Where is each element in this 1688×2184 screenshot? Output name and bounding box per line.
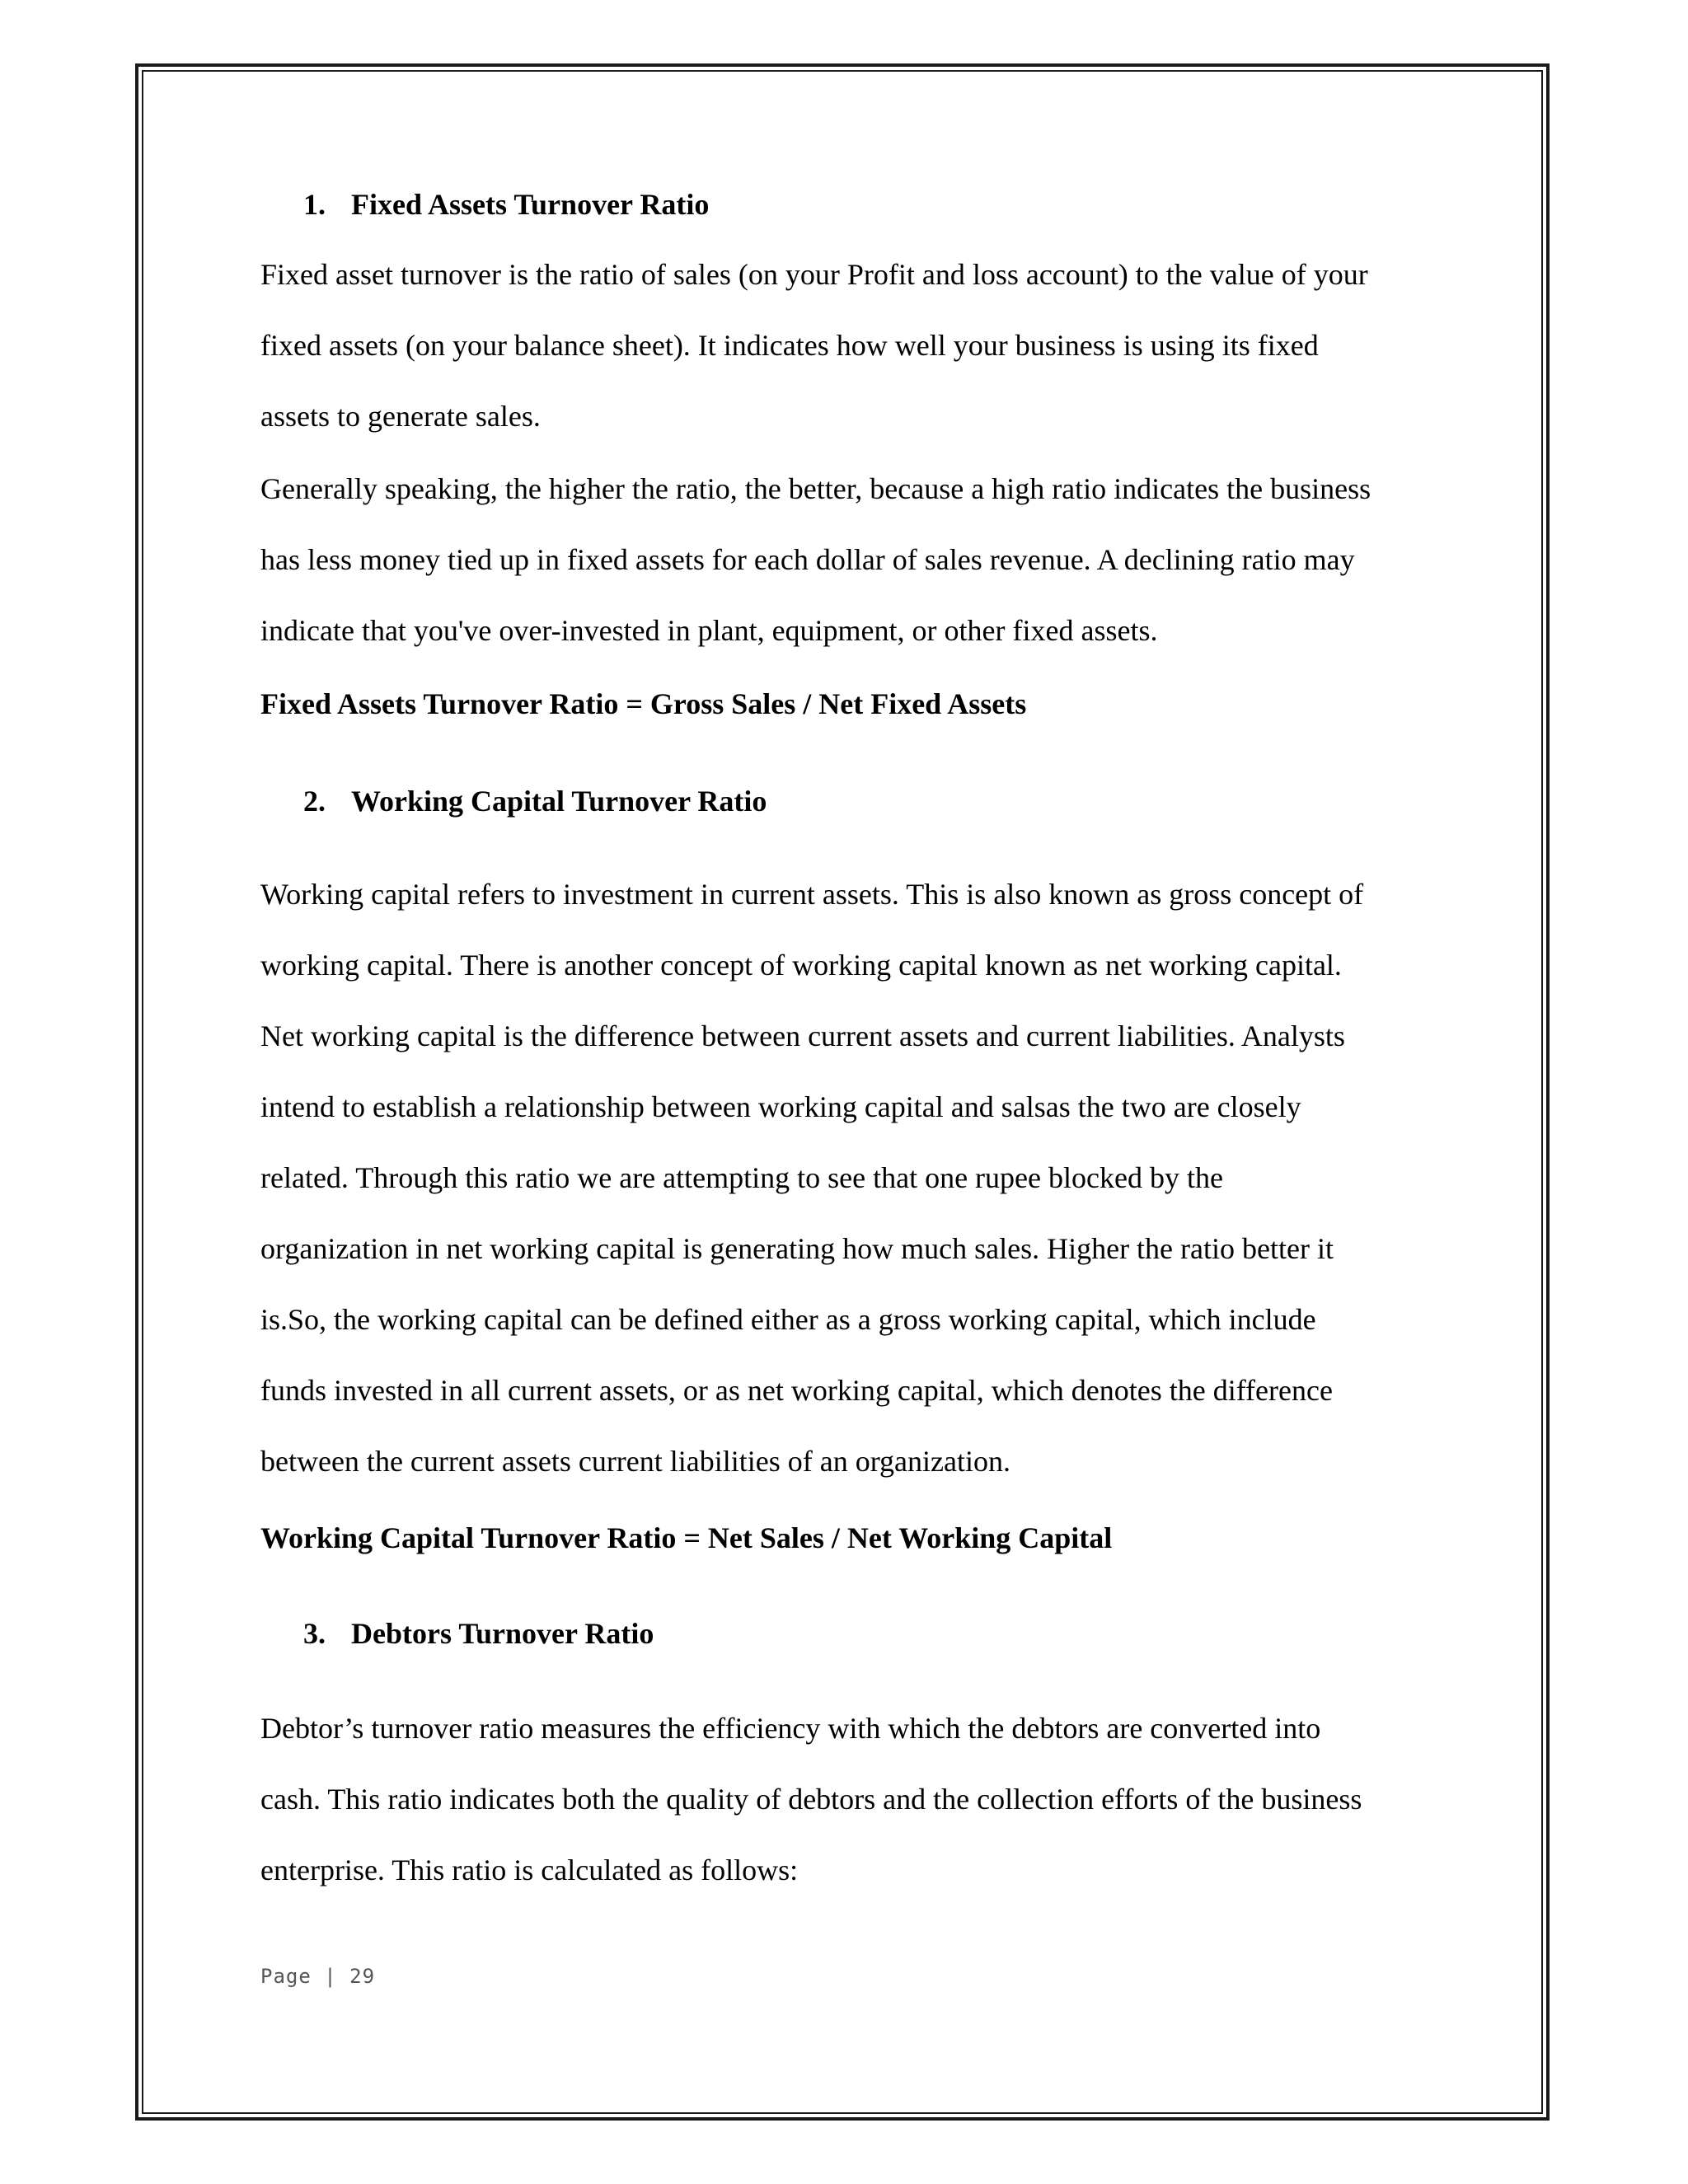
text-line: related. Through this ratio we are attempting to see that one rupee blocked by the — [260, 1161, 1223, 1194]
text-line: is.So, the working capital can be defined either as a gross working capital, which include — [260, 1303, 1316, 1336]
text-line: intend to establish a relationship between working capital and salsas the two are closely — [260, 1090, 1301, 1123]
text-line: Debtor’s turnover ratio measures the efficiency with which the debtors are converted into — [260, 1712, 1321, 1745]
section-1-paragraph-2 — [260, 453, 1371, 666]
text-line: assets to generate sales. — [260, 400, 541, 433]
section-1-title: Fixed Assets Turnover Ratio — [351, 188, 710, 221]
text-line: funds invested in all current assets, or as net working capital, which denotes the difference — [260, 1374, 1333, 1407]
page-number-footer: Page | 29 — [260, 1965, 376, 1988]
section-2-paragraph-1 — [260, 859, 1363, 1497]
text-line: between the current assets current liabilities of an organization. — [260, 1445, 1011, 1478]
section-2-number: 2. — [303, 785, 326, 818]
text-line: Net working capital is the difference between current assets and current liabilities. Analysts — [260, 1019, 1345, 1052]
section-3-title: Debtors Turnover Ratio — [351, 1617, 654, 1650]
text-line: Fixed asset turnover is the ratio of sales (on your Profit and loss account) to the value of your — [260, 258, 1368, 291]
section-1-number: 1. — [303, 188, 326, 221]
text-line: has less money tied up in fixed assets for each dollar of sales revenue. A declining ratio may — [260, 543, 1355, 576]
text-line: Generally speaking, the higher the ratio, the better, because a high ratio indicates the business — [260, 472, 1372, 505]
section-2-heading — [303, 785, 767, 818]
text-line: cash. This ratio indicates both the quality of debtors and the collection efforts of the business — [260, 1783, 1362, 1816]
section-1-heading — [303, 188, 709, 221]
text-line: indicate that you've over-invested in plant, equipment, or other fixed assets. — [260, 614, 1158, 647]
section-2-formula: Working Capital Turnover Ratio = Net Sales / Net Working Capital — [260, 1521, 1113, 1554]
section-1-paragraph-1 — [260, 239, 1368, 452]
text-line: organization in net working capital is generating how much sales. Higher the ratio better it — [260, 1232, 1334, 1265]
section-3-number: 3. — [303, 1617, 326, 1650]
section-3-heading — [303, 1617, 654, 1650]
section-3-paragraph-1 — [260, 1693, 1362, 1905]
text-line: working capital. There is another concept of working capital known as net working capital. — [260, 949, 1342, 982]
section-2-title: Working Capital Turnover Ratio — [351, 785, 767, 818]
text-line: Working capital refers to investment in current assets. This is also known as gross concept of — [260, 878, 1364, 911]
text-line: enterprise. This ratio is calculated as follows: — [260, 1854, 799, 1886]
text-line: fixed assets (on your balance sheet). It indicates how well your business is using its fixed — [260, 329, 1319, 362]
section-1-formula: Fixed Assets Turnover Ratio = Gross Sales / Net Fixed Assets — [260, 687, 1027, 720]
